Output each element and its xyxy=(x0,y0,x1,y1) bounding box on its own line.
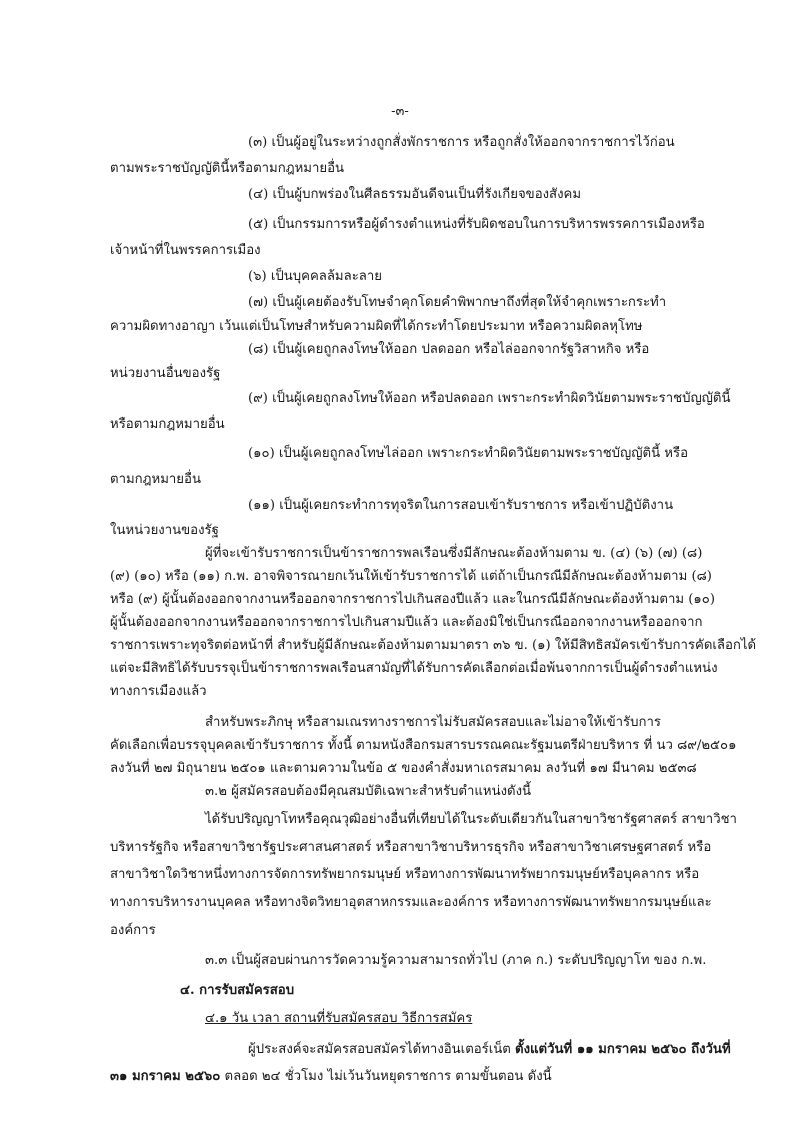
text-line: (๔) เป็นผู้บกพร่องในศีลธรรมอันดีจนเป็นที่รังเกียจของสังคม xyxy=(248,187,582,202)
text-line: ผู้นั้นต้องออกจากงานหรือออกจากราชการไปเกินสามปีแล้ว และต้องมิใช่เป็นกรณีออกจากงานหรือออกจาก xyxy=(110,615,703,630)
text-line: (๗) เป็นผู้เคยต้องรับโทษจำคุกโดยคำพิพากษาถึงที่สุดให้จำคุกเพราะกระทำ xyxy=(248,295,667,310)
text-line: ตามกฎหมายอื่น xyxy=(110,472,201,487)
text-line: เจ้าหน้าที่ในพรรคการเมือง xyxy=(110,243,261,258)
text-line: ราชการเพราะทุจริตต่อหน้าที่ สำหรับผู้มีลักษณะต้องห้ามตามมาตรา ๓๖ ข. (๑) ให้มีสิทธิสมัครเข้ารับการคัดเลือกได้ xyxy=(110,638,757,653)
text-line: ๓.๓ เป็นผู้สอบผ่านการวัดความรู้ความสามารถทั่วไป (ภาค ก.) ระดับปริญญาโท ของ ก.พ. xyxy=(205,953,707,968)
text-line: องค์การ xyxy=(110,923,156,938)
date-range-start: ตั้งแต่วันที่ ๑๑ มกราคม ๒๕๖๐ ถึงวันที่ xyxy=(515,1042,731,1057)
text-run: ตลอด ๒๔ ชั่วโมง ไม่เว้นวันหยุดราชการ ตามขั้นตอน ดังนี้ xyxy=(220,1069,552,1084)
text-line: หรือตามกฎหมายอื่น xyxy=(110,417,225,432)
subsection-heading: ๔.๑ วัน เวลา สถานที่รับสมัครสอบ วิธีการสมัคร xyxy=(205,1011,473,1026)
text-line: (๘) เป็นผู้เคยถูกลงโทษให้ออก ปลดออก หรือไล่ออกจากรัฐวิสาหกิจ หรือ xyxy=(248,342,650,357)
text-line: (๕) เป็นกรรมการหรือผู้ดำรงตำแหน่งที่รับผิดชอบในการบริหารพรรคการเมืองหรือ xyxy=(248,217,705,232)
text-line: (๖) เป็นบุคคลล้มละลาย xyxy=(248,269,382,284)
text-line: (๑๐) เป็นผู้เคยถูกลงโทษไล่ออก เพราะกระทำผิดวินัยตามพระราชบัญญัตินี้ หรือ xyxy=(248,446,688,461)
text-line xyxy=(110,1068,552,1086)
text-run: ผู้ประสงค์จะสมัครสอบสมัครได้ทางอินเตอร์เน็ต xyxy=(248,1042,516,1057)
text-line: หน่วยงานอื่นของรัฐ xyxy=(110,366,221,381)
text-line: ได้รับปริญญาโทหรือคุณวุฒิอย่างอื่นที่เทียบได้ในระดับเดียวกันในสาขาวิชารัฐศาสตร์ สาขาวิชา xyxy=(205,812,737,827)
text-line: (๙) เป็นผู้เคยถูกลงโทษให้ออก หรือปลดออก เพราะกระทำผิดวินัยตามพระราชบัญญัตินี้ xyxy=(248,391,731,406)
text-line: หรือ (๙) ผู้นั้นต้องออกจากงานหรือออกจากราชการไปเกินสองปีแล้ว และในกรณีมีลักษณะต้องห้ามตาม (๑๐) xyxy=(110,592,715,607)
text-line: ทางการบริหารงานบุคคล หรือทางจิตวิทยาอุตสาหกรรมและองค์การ หรือทางการพัฒนาทรัพยากรมนุษย์และ xyxy=(110,895,712,910)
text-line xyxy=(248,1041,731,1059)
text-line: ๓.๒ ผู้สมัครสอบต้องมีคุณสมบัติเฉพาะสำหรับตำแหน่งดังนี้ xyxy=(205,784,532,799)
text-line: แต่จะมีสิทธิได้รับบรรจุเป็นข้าราชการพลเรือนสามัญที่ได้รับการคัดเลือกต่อเมื่อพ้นจากการเป็นผู้ดำรงตำแหน่ง xyxy=(110,661,718,676)
section-heading: ๔. การรับสมัครสอบ xyxy=(180,983,295,998)
text-line: (๑๑) เป็นผู้เคยกระทำการทุจริตในการสอบเข้ารับราชการ หรือเข้าปฏิบัติงาน xyxy=(248,498,674,513)
date-range-end: ๓๑ มกราคม ๒๕๖๐ xyxy=(110,1069,221,1084)
text-line: ความผิดทางอาญา เว้นแต่เป็นโทษสำหรับความผิดที่ได้กระทำโดยประมาท หรือความผิดลหุโทษ xyxy=(110,319,643,334)
text-line: ในหน่วยงานของรัฐ xyxy=(110,523,219,538)
text-line: คัดเลือกเพื่อบรรจุบุคคลเข้ารับราชการ ทั้งนี้ ตามหนังสือกรมสารบรรณคณะรัฐมนตรีฝ่ายบริหาร ที่ นว ๘๙/๒๕๐๑ xyxy=(110,738,737,753)
text-line: (๙) (๑๐) หรือ (๑๑) ก.พ. อาจพิจารณายกเว้นให้เข้ารับราชการได้ แต่ถ้าเป็นกรณีมีลักษณะต้องห้ามตาม (๘) xyxy=(110,569,712,584)
text-line: สำหรับพระภิกษุ หรือสามเณรทางราชการไม่รับสมัครสอบและไม่อาจให้เข้ารับการ xyxy=(205,715,661,730)
text-line: ตามพระราชบัญญัตินี้หรือตามกฎหมายอื่น xyxy=(110,161,345,176)
text-line: บริหารรัฐกิจ หรือสาขาวิชารัฐประศาสนศาสตร์ หรือสาขาวิชาบริหารธุรกิจ หรือสาขาวิชาเศรษฐศาสตร์ หรือ xyxy=(110,840,712,855)
text-line: ผู้ที่จะเข้ารับราชการเป็นข้าราชการพลเรือนซึ่งมีลักษณะต้องห้ามตาม ข. (๔) (๖) (๗) (๘) xyxy=(205,546,703,561)
text-line: (๓) เป็นผู้อยู่ในระหว่างถูกสั่งพักราชการ หรือถูกสั่งให้ออกจากราชการไว้ก่อน xyxy=(248,135,675,150)
text-line: สาขาวิชาใดวิชาหนึ่งทางการจัดการทรัพยากรมนุษย์ หรือทางการพัฒนาทรัพยากรมนุษย์หรือบุคลากร หรือ xyxy=(110,867,700,882)
page-number: -๓- xyxy=(391,104,409,119)
text-line: ลงวันที่ ๒๗ มิถุนายน ๒๕๐๑ และตามความในข้อ ๕ ของคำสั่งมหาเถรสมาคม ลงวันที่ ๑๗ มีนาคม ๒๕๓๘ xyxy=(110,761,697,776)
text-line: ทางการเมืองแล้ว xyxy=(110,684,207,699)
